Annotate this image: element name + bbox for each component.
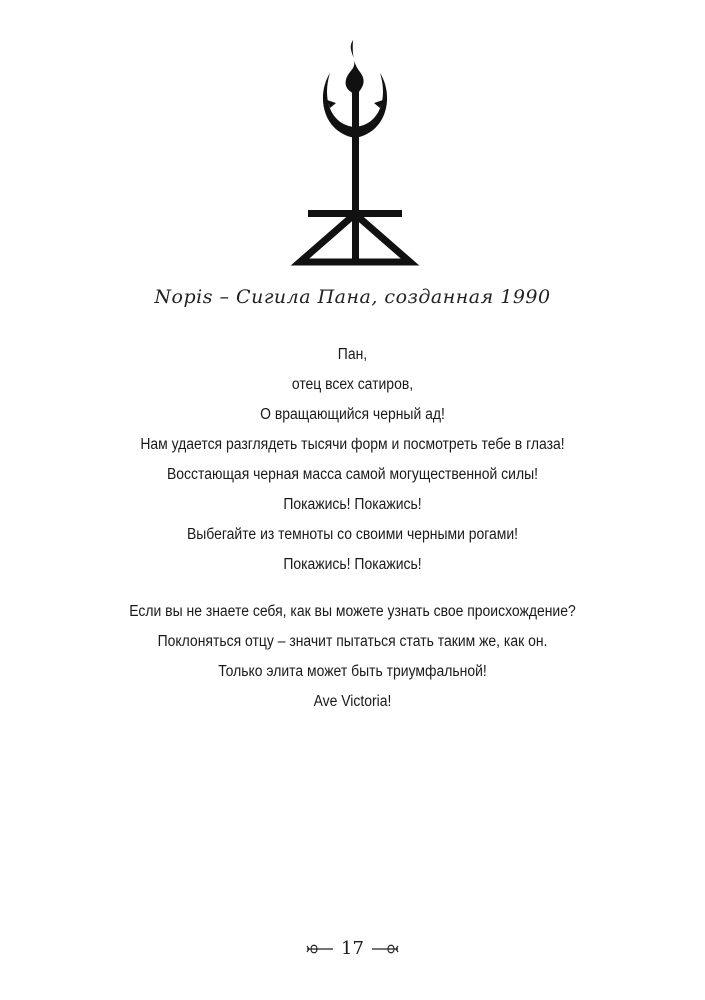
text-line: Пан, bbox=[337, 346, 368, 363]
sigil-caption: Nopis – Сигила Пана, созданная 1990 bbox=[154, 286, 551, 308]
text-line: Поклоняться отцу – значит пытаться стать таким же, как он. bbox=[157, 633, 548, 650]
text-line: Покажись! Покажись! bbox=[283, 556, 422, 573]
page-number: 17 bbox=[341, 938, 364, 959]
invocation-stanza-1 bbox=[0, 340, 705, 580]
ornament-right-icon bbox=[370, 942, 400, 956]
text-line: Выбегайте из темноты со своими черными рогами! bbox=[186, 526, 519, 543]
text-line: отец всех сатиров, bbox=[291, 376, 414, 393]
text-line: Покажись! Покажись! bbox=[283, 496, 422, 513]
text-line: Нам удается разглядеть тысячи форм и посмотреть тебе в глаза! bbox=[140, 436, 565, 453]
text-line: Восстающая черная масса самой могущественной силы! bbox=[166, 466, 538, 483]
pan-sigil-image bbox=[290, 34, 420, 274]
text-line: О вращающийся черный ад! bbox=[260, 406, 445, 423]
page-footer bbox=[0, 938, 705, 959]
text-line: Ave Victoria! bbox=[313, 693, 392, 710]
text-line: Только элита может быть триумфальной! bbox=[218, 663, 487, 680]
ornament-left-icon bbox=[305, 942, 335, 956]
invocation-stanza-2 bbox=[0, 597, 705, 717]
text-line: Если вы не знаете себя, как вы можете узнать свое происхождение? bbox=[129, 603, 576, 620]
